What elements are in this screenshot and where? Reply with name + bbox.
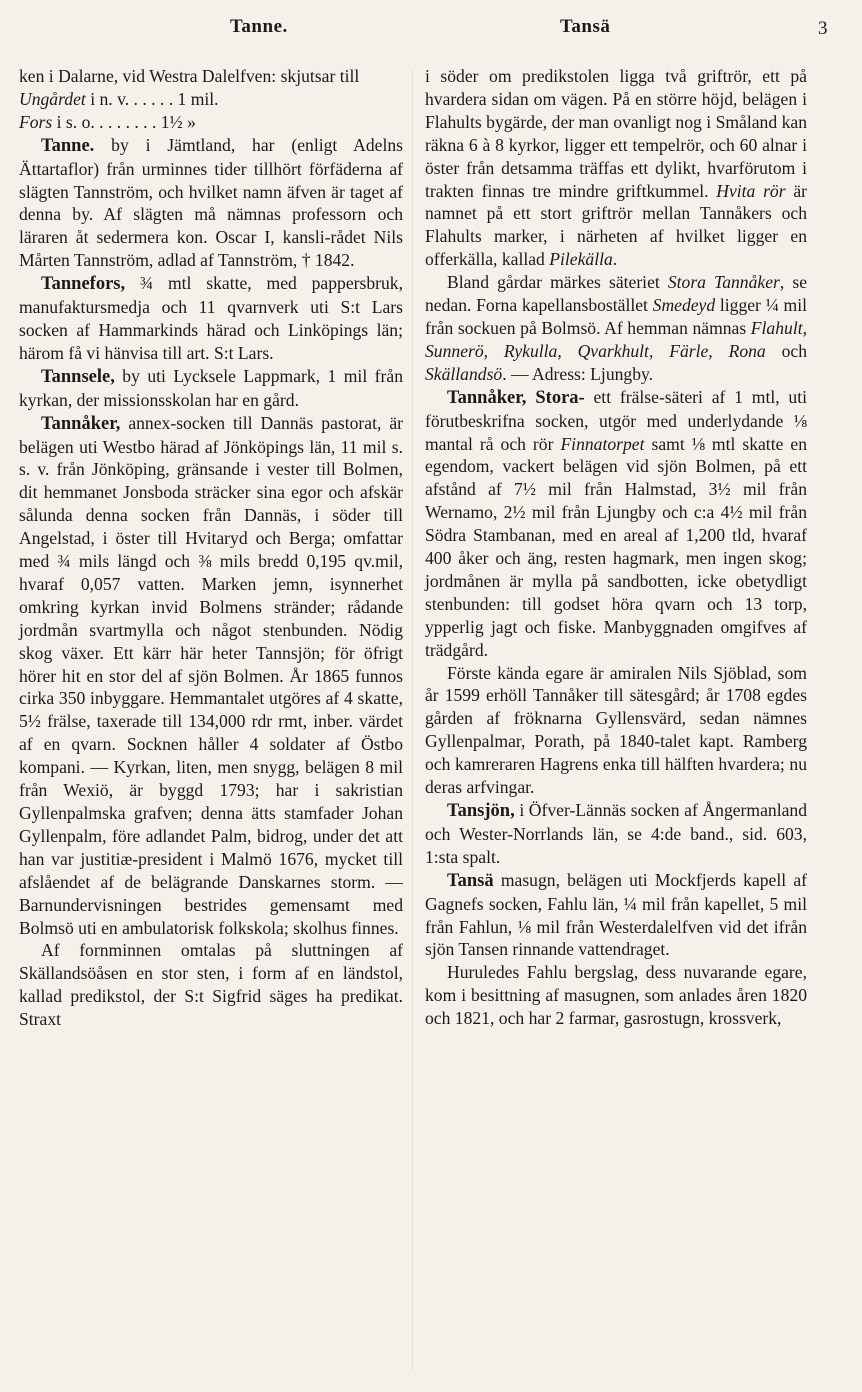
entry-tannefors: Tannefors, ¾ mtl skatte, med pappersbruk, manufaktursmedja och 11 qvarnverk uti S:t Lars socken af Hammarkinds härad och Linköpings län; härom få vi hänvisa till art. S:t Lars. — [19, 273, 403, 363]
entry-headword: Tannåker, Stora- — [447, 387, 585, 408]
distance-line-ungardet: Ungårdet i n. v. . . . . . 1 mil. — [19, 88, 219, 109]
entry-headword: Tansä — [447, 870, 494, 891]
entry-tannaker-fornminnen: Af fornminnen omtalas på sluttningen af Skällandsöåsen en stor sten, i form af en ländstol, kallad predikstol, der S:t Sigfrid säges ha predikat. Straxt — [19, 940, 403, 1030]
entry-headword: Tannåker, — [41, 413, 121, 434]
entry-tannaker: Tannåker, annex-socken till Dannäs pastorat, är belägen uti Westbo härad af Jönköpings län, 11 mil s. s. v. från Jönköping, gränsande i vester till Bolmen, dit hemmanet Jonsboda sträcker sina egor och afskär sålunda denna socken från Dannäs, i söder till Angelstad, i öster till Hvitaryd och Berga; omfattar med ¾ mils längd och ⅜ mils bredd 0,195 qv.mil, hvaraf 0,057 vatten. Marken jemn, isynnerhet omkring kyrkan invid Bolmens stränder; rådande jordmån svartmylla och något stenbunden. Nödig skog växer. Ett kärr här heter Tannsjön; för öfrigt hörer hit en stor del af sjön Bolmen. År 1865 funnos cirka 350 inbyggare. Hemmantalet utgöres af 4 skatte, 5½ frälse, taxerade till 134,000 rdr rmt, inber. värdet af en qvarn. Socknen håller 4 soldater af Östbo kompani. — Kyrkan, liten, men snygg, belägen 8 mil från Wexiö, är byggd 1793; har i sakristian Gyllenpalmska grafven; denna ätts stamfader Johan Gyllenpalm, före adlandet Palm, bidrog, under det att han var justitiæ-president i Malmö 1676, mycket till afslåendet af de belägrande Danskarnes storm. — Barnundervisningen bestrides gemensamt med Bolmsö uti en ambulatorisk folkskola; skolhus finnes. — [19, 412, 403, 938]
running-header — [0, 10, 862, 50]
continued-paragraph: i söder om predikstolen ligga två griftrör, ett på hvardera sidan om vägen. På en större höjd, belägen i Flahults bygärde, der man ovanligt nog i Småland kan räkna 6 à 8 kyrkor, ligger ett tempelrör, och 60 alnar i öster från detsamma träffas ett dylikt, hvarförutom i trakten finnas tre mindre griftkummel. Hvita rör är namnet på ett stort griftrör mellan Tannåkers och Flahults marker, i närheten af hvilket ligger en offerkälla, kallad Pilekälla. — [425, 66, 807, 270]
column-gutter — [412, 70, 413, 1370]
entry-tannsele: Tannsele, by uti Lycksele Lappmark, 1 mil från kyrkan, der missionsskolan har en gård. — [19, 365, 403, 410]
left-running-title: Tanne. — [230, 16, 288, 37]
page-number: 3 — [818, 18, 828, 39]
entry-headword: Tannsele, — [41, 366, 115, 387]
entry-tannaker-stora: Tannåker, Stora- ett frälse-säteri af 1 mtl, uti förutbeskrifna socken, utgör med underlydande ⅛ mantal rå och rör Finnatorpet samt ⅛ mtl skatte en egendom, vackert belägen vid sjön Bolmen, på ett afstånd af 7½ mil från Halmstad, 3½ mil från Wernamo, 2½ mil från Ljungby och c:a 4½ mil från Södra Stambanan, med en areal af 1,200 tld, hvaraf 400 åker och äng, resten hagmark, men ingen skog; jordmånen är mylla på sandbotten, icke obetydligt stenbunden: till godset höra qvarn och 13 torp, ypperlig jagt och fiske. Manbyggnaden omgifves af trädgård. — [425, 386, 807, 660]
right-running-title: Tansä — [560, 16, 611, 37]
continued-paragraph: ken i Dalarne, vid Westra Dalelfven: skjutsar till — [19, 66, 360, 86]
right-column — [425, 65, 807, 1030]
entry-headword: Tansjön, — [447, 801, 515, 821]
left-column — [19, 65, 403, 1031]
entry-tansa: Tansä masugn, belägen uti Mockfjerds kapell af Gagnefs socken, Fahlu län, ¼ mil från kapellet, 5 mil från Fahlun, ⅛ mil från Westerdalelfven vid det ifrån sjön Tansen rinnande vattendraget. — [425, 869, 807, 960]
entry-tansjon: Tansjön, i Öfver-Lännäs socken af Ångermanland och Wester-Norrlands län, se 4:de band., sid. 603, 1:sta spalt. — [425, 800, 807, 867]
distance-line-fors: Fors i s. o. . . . . . . . 1½ » — [19, 111, 196, 132]
place-name: Ungårdet — [19, 88, 86, 109]
entry-headword: Tannefors, — [41, 274, 126, 295]
entry-tannaker-stora-history: Förste kända egare är amiralen Nils Sjöblad, som år 1599 erhöll Tannåker till sätesgård; år 1708 egdes gården af fröknarna Gyllensvärd, sedan nämnes Gyllenpalmar, Porath, på 1840-talet kapt. Ramberg och kamreraren Hagrens enka till hälften hvardera; nu deras arfvingar. — [425, 662, 807, 798]
entry-tansa-history: Huruledes Fahlu bergslag, dess nuvarande egare, kom i besittning af masugnen, som anlades åren 1820 och 1821, och har 2 farmar, gasrostugn, krossverk, — [425, 962, 807, 1029]
place-name: Fors — [19, 111, 53, 132]
entry-tanne: Tanne. by i Jämtland, har (enligt Adelns Ättartaflor) från urminnes tider tillhört förfäderna af slägten Tannström, och hvilket namn äfven är taget af denna by. Af slägten må nämnas professorn och läraren åt sedermera kon. Oscar I, kansli-rådet Nils Mårten Tannström, adlad af Tannström, † 1842. — [19, 134, 403, 271]
entry-headword: Tanne. — [41, 135, 95, 156]
gardar-paragraph: Bland gårdar märkes säteriet Stora Tannåker, se nedan. Forna kapellansbostället Smedeyd ligger ¼ mil från sockuen på Bolmsö. Af hemman nämnas Flahult, Sunnerö, Rykulla, Qvarkhult, Färle, Rona och Skällandsö. — Adress: Ljungby. — [425, 272, 807, 384]
